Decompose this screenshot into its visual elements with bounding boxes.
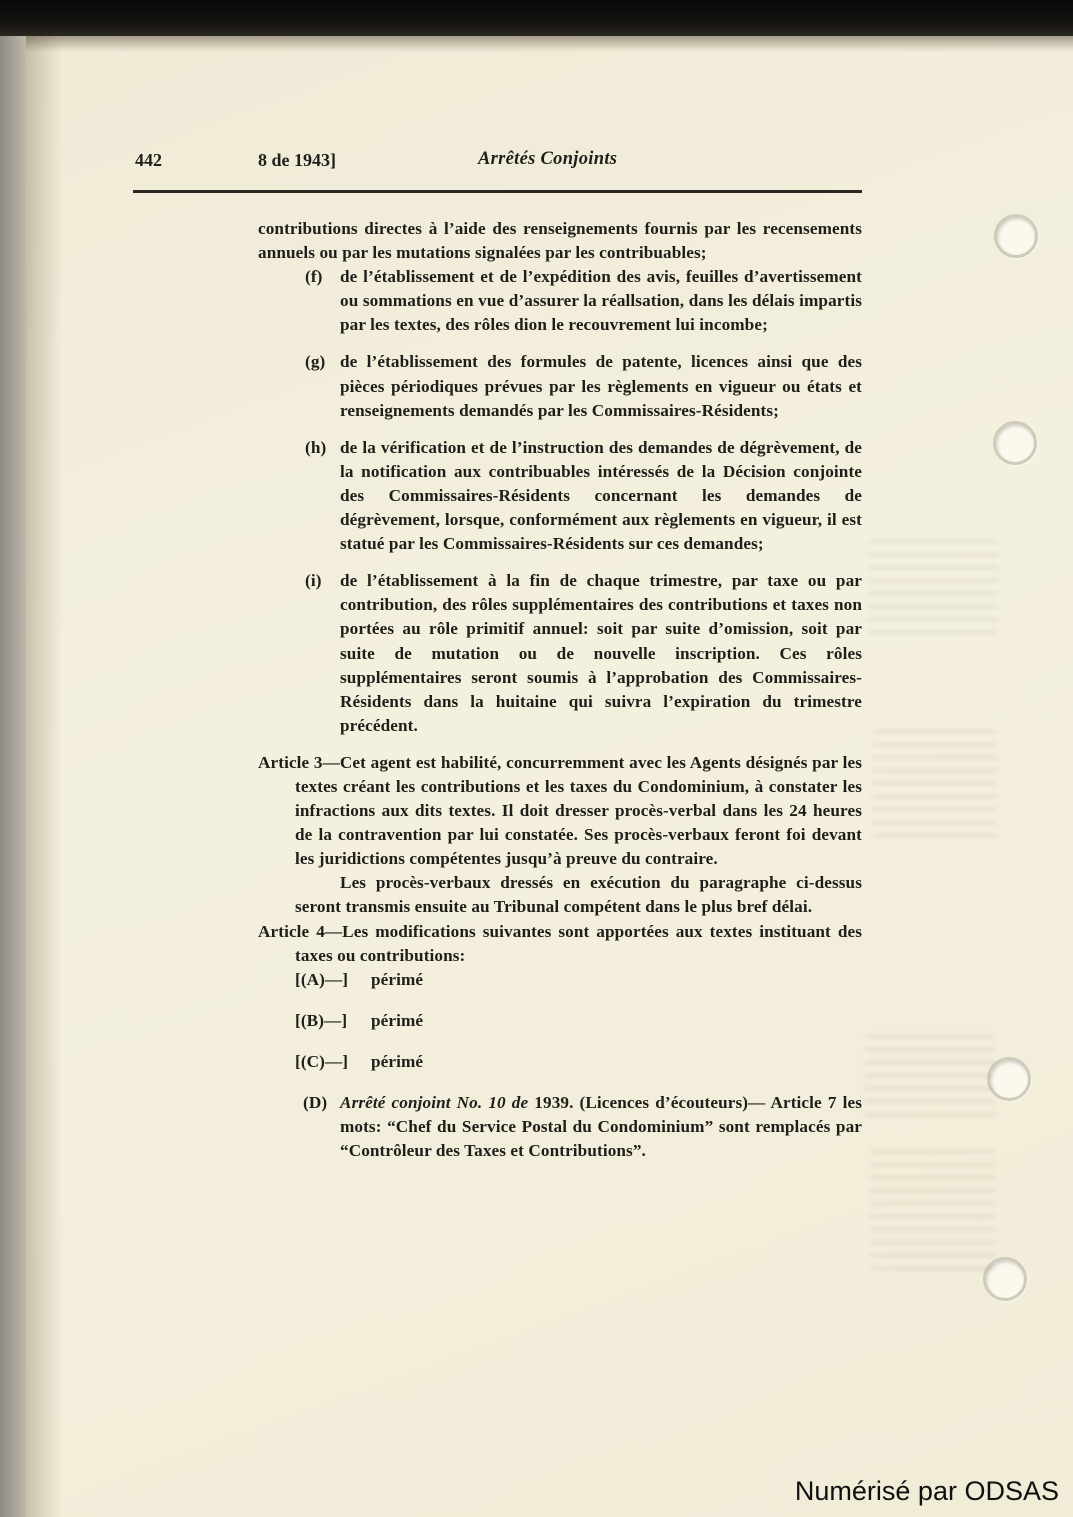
article-4-intro: Article 4—Les modifications suivantes sont apportées aux textes instituant des taxes ou contributions: xyxy=(258,921,862,965)
edition-label: 8 de 1943] xyxy=(258,150,336,170)
item-text xyxy=(340,1091,862,1163)
item-text: périmé xyxy=(371,969,424,989)
paragraph-continuation: contributions directes à l’aide des renseignements fournis par les recensements annuels ou par les mutations signalées par les contribuables; xyxy=(258,219,862,263)
page-title: Arrêtés Conjoints xyxy=(478,149,618,169)
list-item-h xyxy=(305,436,862,556)
scan-left-edge xyxy=(0,36,26,1517)
item-label: (g) xyxy=(305,352,326,372)
list-item-g xyxy=(305,350,862,422)
perime-item-b xyxy=(295,1009,862,1033)
item-text: périmé xyxy=(371,1051,424,1071)
item-label: (D) xyxy=(303,1093,328,1112)
article-3-paragraph-2: Les procès-verbaux dressés en exécution du paragraphe ci-dessus seront transmis ensuite au Tribunal compétent dans le plus bref délai. xyxy=(295,873,862,917)
bleedthrough-artifact xyxy=(865,1035,995,1125)
header-rule xyxy=(133,190,862,193)
watermark: Numérisé par ODSAS xyxy=(794,1476,1059,1506)
bleedthrough-artifact xyxy=(872,730,997,840)
punch-hole xyxy=(994,214,1038,258)
page-number: 442 xyxy=(135,150,162,170)
item-label: [(A)—] xyxy=(295,969,349,989)
scan-top-edge xyxy=(0,0,1073,36)
item-label: (f) xyxy=(305,267,323,287)
document-body xyxy=(258,217,862,1163)
item-label: (h) xyxy=(305,437,327,457)
item-label: [(C)—] xyxy=(295,1051,349,1071)
bleedthrough-artifact xyxy=(868,540,998,635)
item-text: de l’établissement à la fin de chaque trimestre, par taxe ou par contribution, des rôles supplémentaires des contributions et taxes non portées au rôle primitif annuel: soit par suite d’omission, soit par suite de mutation ou de nouvelle inscription. Ces rôles supplémentaires seront soumis à l’approbation des Commissaires-Résidents dans la huitaine qui suivra l’expiration du trimestre précédent. xyxy=(340,571,862,735)
perime-item-c xyxy=(295,1050,862,1074)
article-3-paragraph-1: Article 3—Cet agent est habilité, concurremment avec les Agents désignés par les textes créant les contributions et les taxes du Condominium, à constater les infractions aux dits textes. Il doit dresser procès-verbal dans les 24 heures de la contravention par lui constatée. Ses procès-verbaux feront foi devant les juridictions compétentes jusqu’à preuve du contraire. xyxy=(258,752,862,869)
list-item-d xyxy=(303,1091,862,1163)
item-text: de l’établissement des formules de patente, licences ainsi que des pièces périodiques prévues par les règlements en vigueur ou états et renseignements demandés par les Commissaires-Résidents; xyxy=(340,352,862,420)
list-item-f xyxy=(305,265,862,337)
perime-item-a xyxy=(295,968,862,992)
item-text: de l’établissement et de l’expédition des avis, feuilles d’avertissement ou sommations en vue d’assurer la réallsation, dans les délais impartis par les textes, des rôles dion le recouvrement lui incombe; xyxy=(340,267,862,335)
item-text: de la vérification et de l’instruction des demandes de dégrèvement, de la notification aux contribuables intéressés de la Décision conjointe des Commissaires-Résidents concernant les demandes de dégrèvement, lorsque, conformément aux règlements en vigueur, il est statué par les Commissaires-Résidents sur ces demandes; xyxy=(340,437,862,554)
scan-top-shadow xyxy=(0,36,1073,52)
item-label: [(B)—] xyxy=(295,1010,348,1030)
page-curl-shadow xyxy=(26,36,62,1517)
list-item-i xyxy=(305,569,862,738)
item-text-rest: 1939. (Licences d’écouteurs)— Article 7 les mots: “Chef du Service Postal du Condominium” sont remplacés par “Contrôleur des Taxes et Contributions”. xyxy=(340,1093,862,1161)
item-text: périmé xyxy=(371,1010,424,1030)
item-label: (i) xyxy=(305,571,322,591)
punch-hole xyxy=(993,421,1037,465)
bleedthrough-artifact xyxy=(870,1150,995,1270)
cited-decree-title: Arrêté conjoint No. 10 de xyxy=(340,1093,529,1112)
